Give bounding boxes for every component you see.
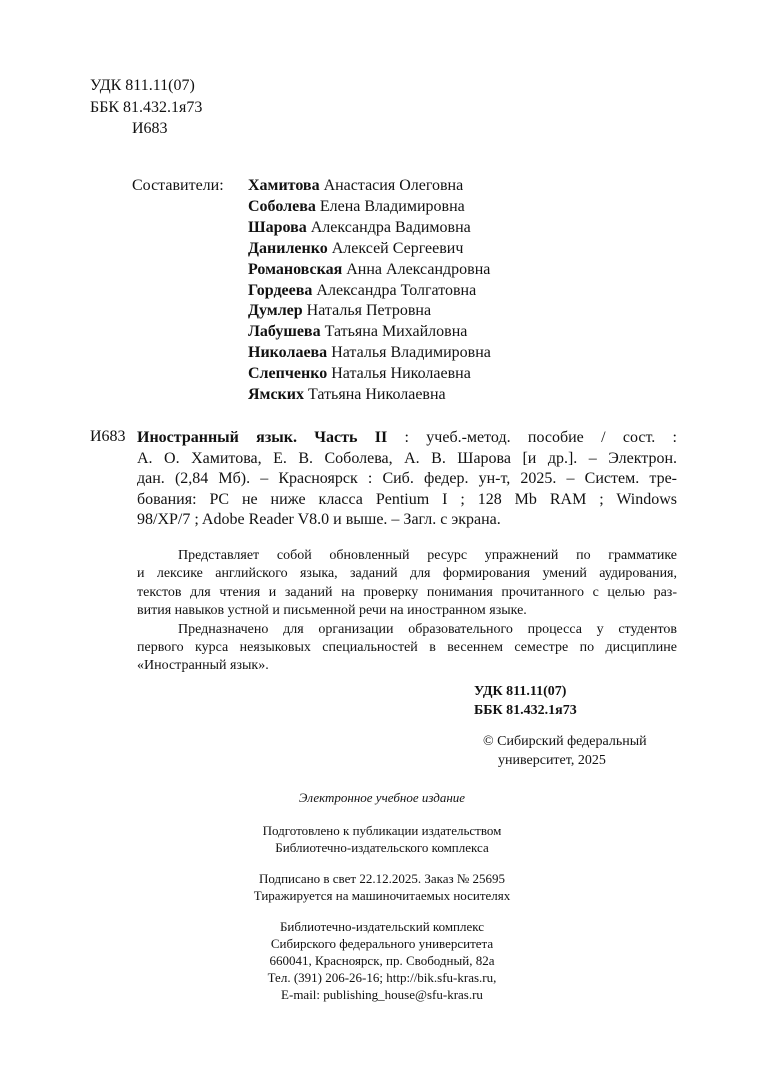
compiler-row bbox=[132, 385, 491, 406]
compiler-surname: Лабушева bbox=[248, 323, 321, 341]
compiler-name: Анна Александровна bbox=[346, 260, 491, 278]
prepared-by: Подготовлено к публикации издательством Библиотечно-издательского комплекса bbox=[262, 823, 502, 855]
compiler-row bbox=[132, 197, 491, 218]
edition-type: Электронное учебное издание bbox=[298, 790, 466, 805]
compiler-surname: Ямских bbox=[248, 386, 304, 404]
entry-line: Иностранный язык. Часть II : учеб.-метод. пособие / сост. : bbox=[137, 429, 677, 446]
compiler-name: Татьяна Николаевна bbox=[308, 386, 446, 404]
bbk-code: ББК 81.432.1я73 bbox=[90, 99, 203, 116]
compiler-name: Наталья Николаевна bbox=[331, 365, 471, 383]
compiler-surname: Шарова bbox=[248, 218, 307, 236]
compiler-name: Елена Владимировна bbox=[319, 197, 465, 215]
compiler-surname: Николаева bbox=[248, 344, 328, 362]
compiler-surname: Романовская bbox=[248, 260, 343, 278]
compiler-surname: Соболева bbox=[248, 197, 316, 215]
compiler-row bbox=[132, 301, 491, 322]
abstract-line: первого курса неязыковых специальностей в весеннем семестре по дисциплине bbox=[137, 640, 677, 656]
compiler-surname: Слепченко bbox=[248, 365, 328, 383]
abstract-line: текстов для чтения и заданий на проверку понимания прочитанного с целью раз- bbox=[137, 584, 677, 600]
bbk-code-bold: ББК 81.432.1я73 bbox=[474, 703, 577, 718]
author-sign-code: И683 bbox=[132, 120, 168, 137]
udk-code: УДК 811.11(07) bbox=[90, 77, 195, 94]
compiler-surname: Думлер bbox=[248, 302, 303, 320]
compiler-name: Наталья Петровна bbox=[306, 302, 432, 320]
entry-code: И683 bbox=[90, 428, 126, 445]
compiler-row bbox=[132, 322, 491, 343]
compiler-surname: Гордеева bbox=[248, 281, 313, 299]
compiler-surname: Даниленко bbox=[248, 239, 328, 257]
compiler-row bbox=[132, 176, 491, 197]
compilers-block bbox=[132, 176, 491, 406]
abstract-line: и лексике английского языка, заданий для формирования умений аудирования, bbox=[137, 566, 677, 582]
compiler-name: Александра Толгатовна bbox=[316, 281, 477, 299]
abstract-line: Предназначено для организации образовательного процесса у студентов bbox=[178, 621, 677, 637]
compiler-name: Алексей Сергеевич bbox=[331, 239, 464, 257]
compiler-row bbox=[132, 343, 491, 364]
copyright-line: © Сибирский федеральный bbox=[483, 734, 647, 749]
book-title: Иностранный язык. Часть II bbox=[137, 429, 388, 446]
publisher-info: Библиотечно-издательский комплекс Сибирского федерального университета 660041, Красноярск, пр. Свободный, 82а Тел. (391) 206-26-16; http://bik.sfu-kras.ru, E-mail: publishing_house@sfu-kras.ru bbox=[267, 919, 497, 1002]
compiler-name: Анастасия Олеговна bbox=[323, 177, 464, 194]
compiler-name: Александра Вадимовна bbox=[310, 218, 471, 236]
entry-line: 98/XP/7 ; Adobe Reader V8.0 и выше. – Загл. с экрана. bbox=[137, 511, 501, 529]
abstract bbox=[137, 547, 677, 676]
bibliographic-entry bbox=[137, 428, 677, 531]
compiler-row bbox=[132, 260, 491, 281]
udk-code-bold: УДК 811.11(07) bbox=[474, 684, 567, 699]
abstract-line: «Иностранный язык». bbox=[137, 658, 269, 674]
abstract-line: вития навыков устной и письменной речи на иностранном языке. bbox=[137, 603, 527, 619]
entry-line: А. О. Хамитова, Е. В. Соболева, А. В. Шарова [и др.]. – Электрон. bbox=[137, 449, 677, 467]
entry-line: бования: PC не ниже класса Pentium I ; 128 Mb RAM ; Windows bbox=[137, 490, 677, 508]
compiler-name: Татьяна Михайловна bbox=[324, 323, 468, 341]
entry-line: дан. (2,84 Мб). – Красноярск : Сиб. федер. ун-т, 2025. – Систем. тре- bbox=[137, 470, 677, 488]
compiler-row bbox=[132, 281, 491, 302]
compilers-label: Составители: bbox=[132, 177, 224, 194]
compiler-name: Наталья Владимировна bbox=[331, 344, 491, 362]
compiler-row bbox=[132, 218, 491, 239]
copyright-line: университет, 2025 bbox=[498, 753, 606, 768]
compiler-row bbox=[132, 239, 491, 260]
signed-info: Подписано в свет 22.12.2025. Заказ № 25695 Тиражируется на машиночитаемых носителях bbox=[253, 871, 511, 903]
compiler-row bbox=[132, 364, 491, 385]
compiler-surname: Хамитова bbox=[248, 177, 320, 194]
abstract-line: Представляет собой обновленный ресурс упражнений по грамматике bbox=[178, 548, 677, 563]
